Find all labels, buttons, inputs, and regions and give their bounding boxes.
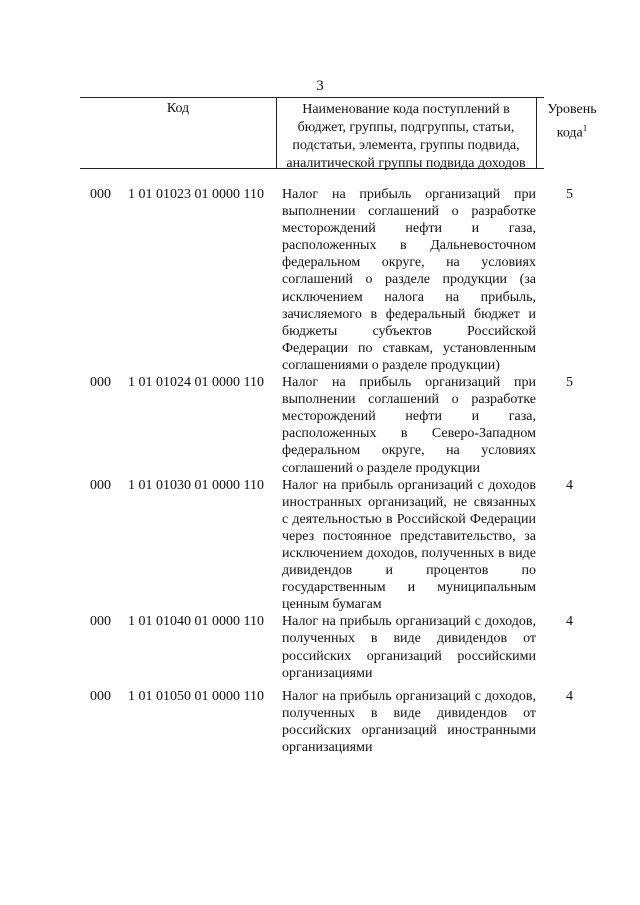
row-code: 1 01 01030 01 0000 110 (128, 477, 264, 493)
row-prefix: 000 (90, 187, 111, 202)
row-prefix: 000 (90, 477, 111, 493)
header-level-label: Уровень кода (547, 102, 597, 141)
table-row (0, 613, 640, 681)
header-code: Код (166, 101, 190, 116)
table-row (0, 477, 640, 614)
row-level: 4 (566, 477, 573, 493)
row-level: 5 (566, 187, 573, 202)
row-name: Налог на прибыль организаций с доходов, полученных в виде дивидендов от российских организаций иностранными организациями (282, 688, 536, 755)
row-prefix: 000 (90, 688, 111, 704)
row-prefix: 000 (90, 614, 111, 630)
table-row (0, 374, 640, 477)
table-header (80, 97, 597, 171)
column-divider (276, 98, 277, 168)
table-body (0, 186, 640, 756)
row-prefix: 000 (90, 375, 111, 391)
page-number: 3 (316, 78, 324, 94)
row-code: 1 01 01040 01 0000 110 (128, 614, 264, 630)
row-name: Налог на прибыль организаций с доходов, полученных в виде дивидендов от российских организаций российскими организациями (282, 614, 536, 681)
header-level (538, 101, 606, 143)
row-code: 1 01 01050 01 0000 110 (128, 688, 264, 704)
header-level-footnote: 1 (582, 123, 588, 133)
row-name: Налог на прибыль организаций при выполнении соглашений о разработке месторождений нефти и газа, расположенных в Северо-Западном федеральном округе, на условиях соглашений о разделе продукции (282, 375, 536, 476)
row-level: 4 (566, 614, 573, 630)
row-name: Налог на прибыль организаций при выполнении соглашений о разработке месторождений нефти и газа, расположенных в Дальневосточном федеральном округе, на условиях соглашений о разделе продукции (за исключением налога на прибыль, зачисляемого в федеральный бюджет и бюджеты субъектов Российской Федерации по ставкам, установленным соглашениями о разделе продукции) (282, 187, 536, 373)
row-level: 5 (566, 375, 573, 391)
header-name: Наименование кода поступлений в бюджет, группы, подгруппы, статьи, подстатьи, элемента, группы подвида, аналитической группы подвида доходов (286, 102, 526, 171)
table-row (0, 186, 640, 374)
column-divider (536, 98, 537, 168)
row-code: 1 01 01024 01 0000 110 (128, 375, 264, 391)
row-name: Налог на прибыль организаций с доходов иностранных организаций, не связанных с деятельностью в Российской Федерации через постоянное представительство, за исключением доходов, полученных в виде дивидендов и процентов по государственным и муниципальным ценным бумагам (282, 477, 536, 613)
row-level: 4 (566, 688, 573, 704)
table-row (0, 688, 640, 756)
row-code: 1 01 01023 01 0000 110 (128, 187, 264, 202)
